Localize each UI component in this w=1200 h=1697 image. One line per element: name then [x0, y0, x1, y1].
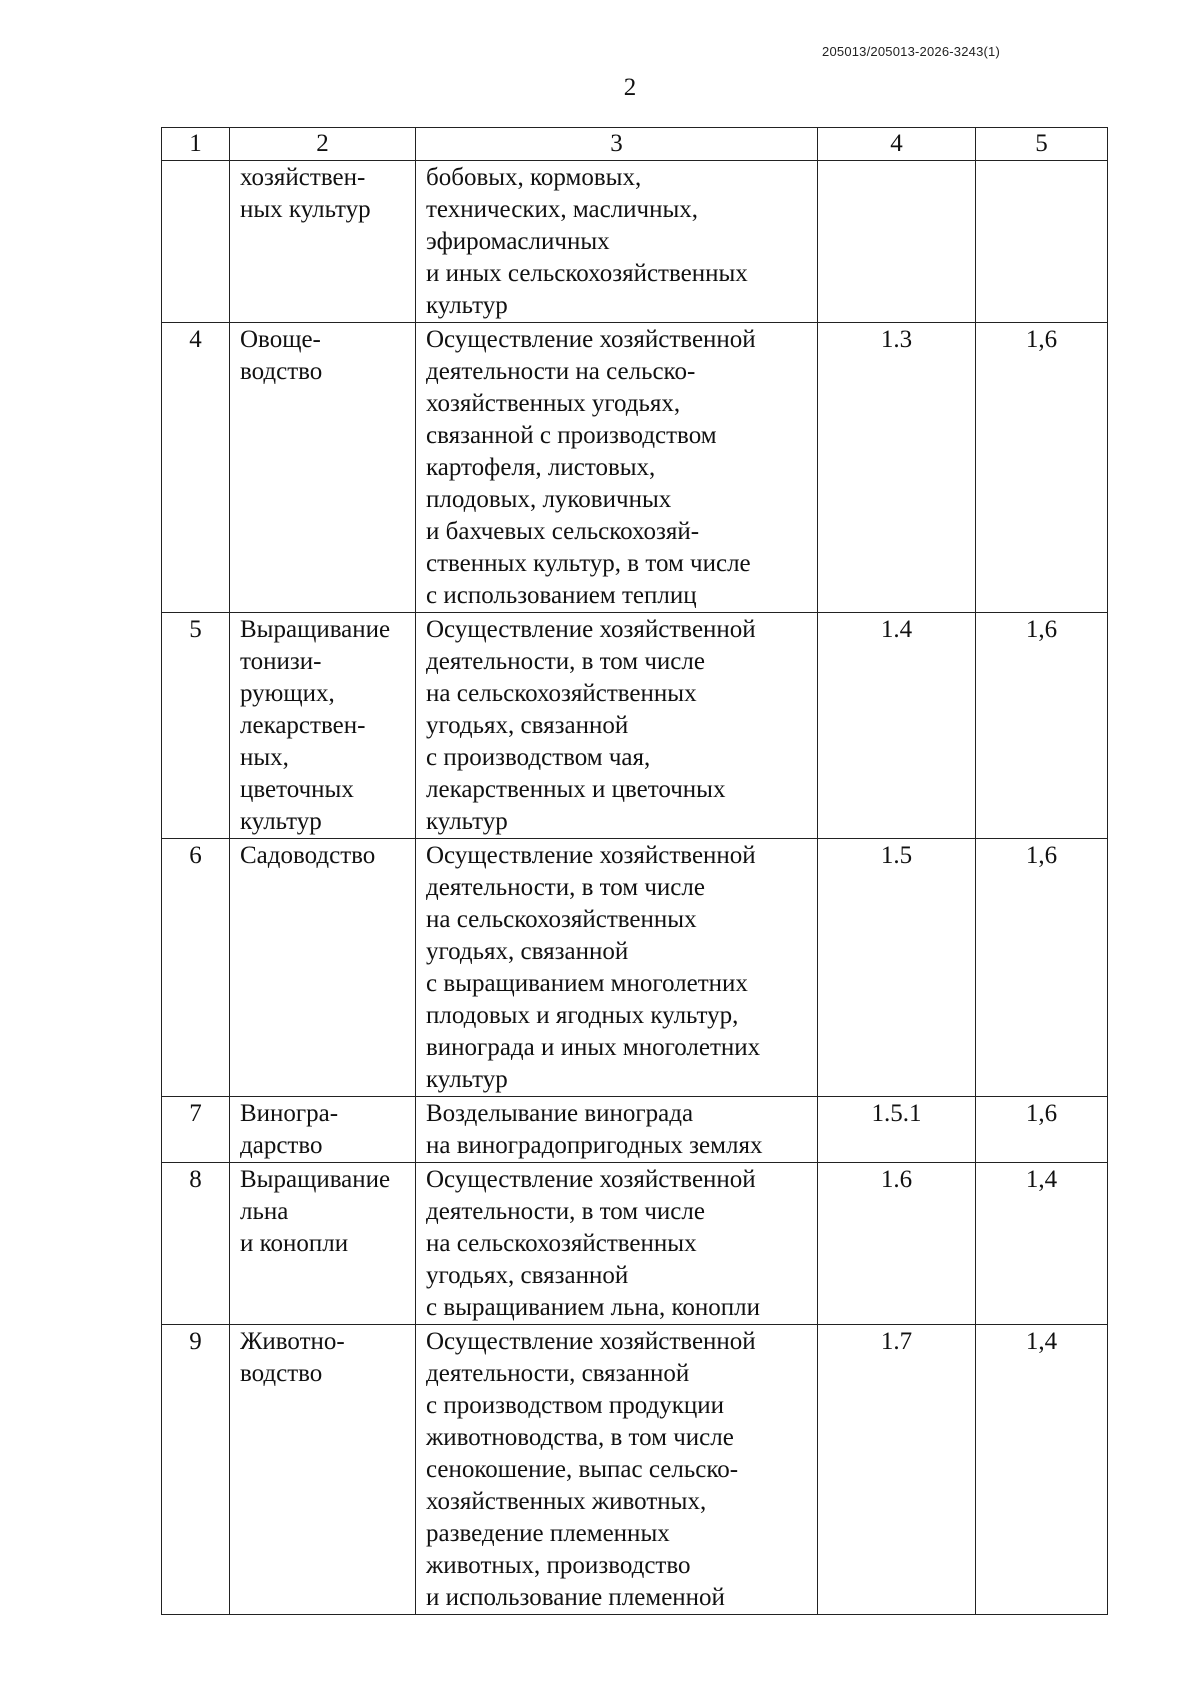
table-row	[162, 613, 1108, 839]
row-description: Возделывание винограда на виноградопригодных землях	[416, 1097, 818, 1163]
row-name: Садоводство	[230, 839, 416, 1097]
row-number: 6	[162, 839, 230, 1097]
row-description: Осуществление хозяйственной деятельности, связанной с производством продукции животноводства, в том числе сенокошение, выпас сельско- хозяйственных животных, разведение племенных животных, производство и использование племенной	[416, 1325, 818, 1615]
row-name: Виногра- дарство	[230, 1097, 416, 1163]
row-code: 1.7	[818, 1325, 976, 1615]
header-cell-1: 1	[162, 128, 230, 161]
header-cell-4: 4	[818, 128, 976, 161]
table-row	[162, 1097, 1108, 1163]
header-cell-5: 5	[976, 128, 1108, 161]
row-name: Выращивание тонизи- рующих, лекарствен- ных, цветочных культур	[230, 613, 416, 839]
row-number: 4	[162, 323, 230, 613]
row-description: Осуществление хозяйственной деятельности, в том числе на сельскохозяйственных угодьях, связанной с производством чая, лекарственных и цветочных культур	[416, 613, 818, 839]
row-coefficient	[976, 161, 1108, 323]
table-row	[162, 839, 1108, 1097]
row-description: Осуществление хозяйственной деятельности на сельско- хозяйственных угодьях, связанной с производством картофеля, листовых, плодовых, луковичных и бахчевых сельскохозяй- ственных культур, в том числе с использованием теплиц	[416, 323, 818, 613]
row-description: Осуществление хозяйственной деятельности, в том числе на сельскохозяйственных угодьях, связанной с выращиванием льна, конопли	[416, 1163, 818, 1325]
row-number: 9	[162, 1325, 230, 1615]
table-header-row	[162, 128, 1108, 161]
page-number: 2	[623, 74, 637, 101]
table-row	[162, 161, 1108, 323]
row-name: хозяйствен- ных культур	[230, 161, 416, 323]
row-code: 1.6	[818, 1163, 976, 1325]
row-name: Выращивание льна и конопли	[230, 1163, 416, 1325]
document-id: 205013/205013-2026-3243(1)	[822, 44, 1000, 59]
row-description: Осуществление хозяйственной деятельности, в том числе на сельскохозяйственных угодьях, связанной с выращиванием многолетних плодовых и ягодных культур, винограда и иных многолетних культур	[416, 839, 818, 1097]
land-use-table	[161, 127, 1108, 1615]
row-code: 1.3	[818, 323, 976, 613]
row-number	[162, 161, 230, 323]
row-coefficient: 1,6	[976, 323, 1108, 613]
table-row	[162, 1163, 1108, 1325]
table-row	[162, 1325, 1108, 1615]
row-coefficient: 1,6	[976, 839, 1108, 1097]
row-coefficient: 1,4	[976, 1325, 1108, 1615]
row-name: Животно- водство	[230, 1325, 416, 1615]
row-description: бобовых, кормовых, технических, масличных, эфиромасличных и иных сельскохозяйственных культур	[416, 161, 818, 323]
row-coefficient: 1,4	[976, 1163, 1108, 1325]
row-number: 8	[162, 1163, 230, 1325]
row-number: 5	[162, 613, 230, 839]
row-code: 1.5	[818, 839, 976, 1097]
row-number: 7	[162, 1097, 230, 1163]
row-coefficient: 1,6	[976, 613, 1108, 839]
row-coefficient: 1,6	[976, 1097, 1108, 1163]
row-name: Овоще- водство	[230, 323, 416, 613]
row-code: 1.4	[818, 613, 976, 839]
header-cell-2: 2	[230, 128, 416, 161]
row-code: 1.5.1	[818, 1097, 976, 1163]
table-row	[162, 323, 1108, 613]
row-code	[818, 161, 976, 323]
header-cell-3: 3	[416, 128, 818, 161]
